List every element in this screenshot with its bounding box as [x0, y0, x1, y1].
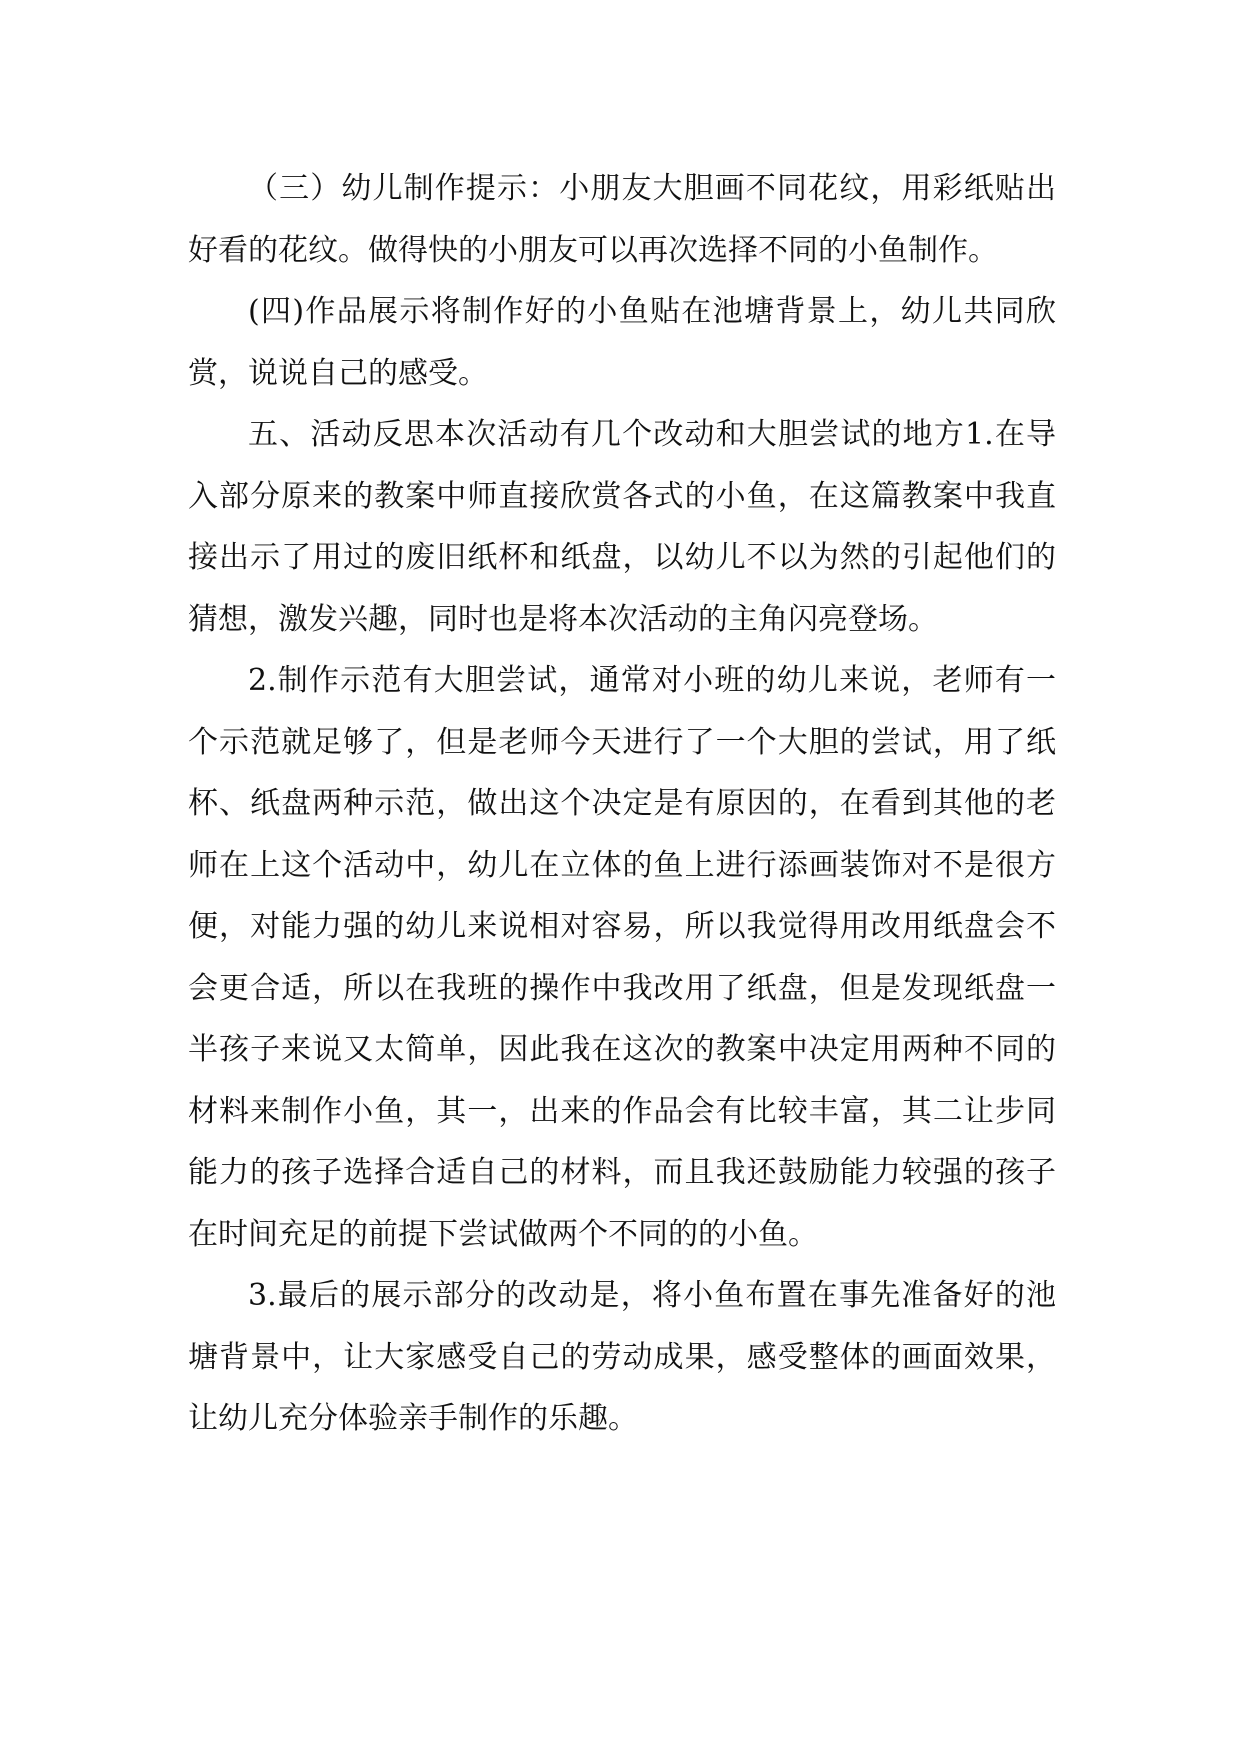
paragraph-reflection-display: 3.最后的展示部分的改动是，将小鱼布置在事先准备好的池塘背景中，让大家感受自己的劳动成果，感受整体的画面效果，让幼儿充分体验亲手制作的乐趣。: [188, 1278, 1056, 1436]
paragraph-work-display: (四)作品展示将制作好的小鱼贴在池塘背景上，幼儿共同欣赏，说说自己的感受。: [188, 294, 1056, 391]
paragraph-making-tips: （三）幼儿制作提示：小朋友大胆画不同花纹，用彩纸贴出好看的花纹。做得快的小朋友可以再次选择不同的小鱼制作。: [188, 171, 1056, 268]
paragraph-reflection-demo: 2.制作示范有大胆尝试，通常对小班的幼儿来说，老师有一个示范就足够了，但是老师今天进行了一个大胆的尝试，用了纸杯、纸盘两种示范，做出这个决定是有原因的，在看到其他的老师在上这个活动中，幼儿在立体的鱼上进行添画装饰对不是很方便，对能力强的幼儿来说相对容易，所以我觉得用改用纸盘会不会更合适，所以在我班的操作中我改用了纸盘，但是发现纸盘一半孩子来说又太简单，因此我在这次的教案中决定用两种不同的材料来制作小鱼，其一，出来的作品会有比较丰富，其二让步同能力的孩子选择合适自己的材料，而且我还鼓励能力较强的孩子在时间充足的前提下尝试做两个不同的的小鱼。: [188, 663, 1056, 1252]
document-body: [188, 158, 1056, 1450]
paragraph-reflection-intro: 五、活动反思本次活动有几个改动和大胆尝试的地方1.在导入部分原来的教案中师直接欣赏各式的小鱼，在这篇教案中我直接出示了用过的废旧纸杯和纸盘，以幼儿不以为然的引起他们的猜想，激发兴趣，同时也是将本次活动的主角闪亮登场。: [188, 417, 1056, 637]
